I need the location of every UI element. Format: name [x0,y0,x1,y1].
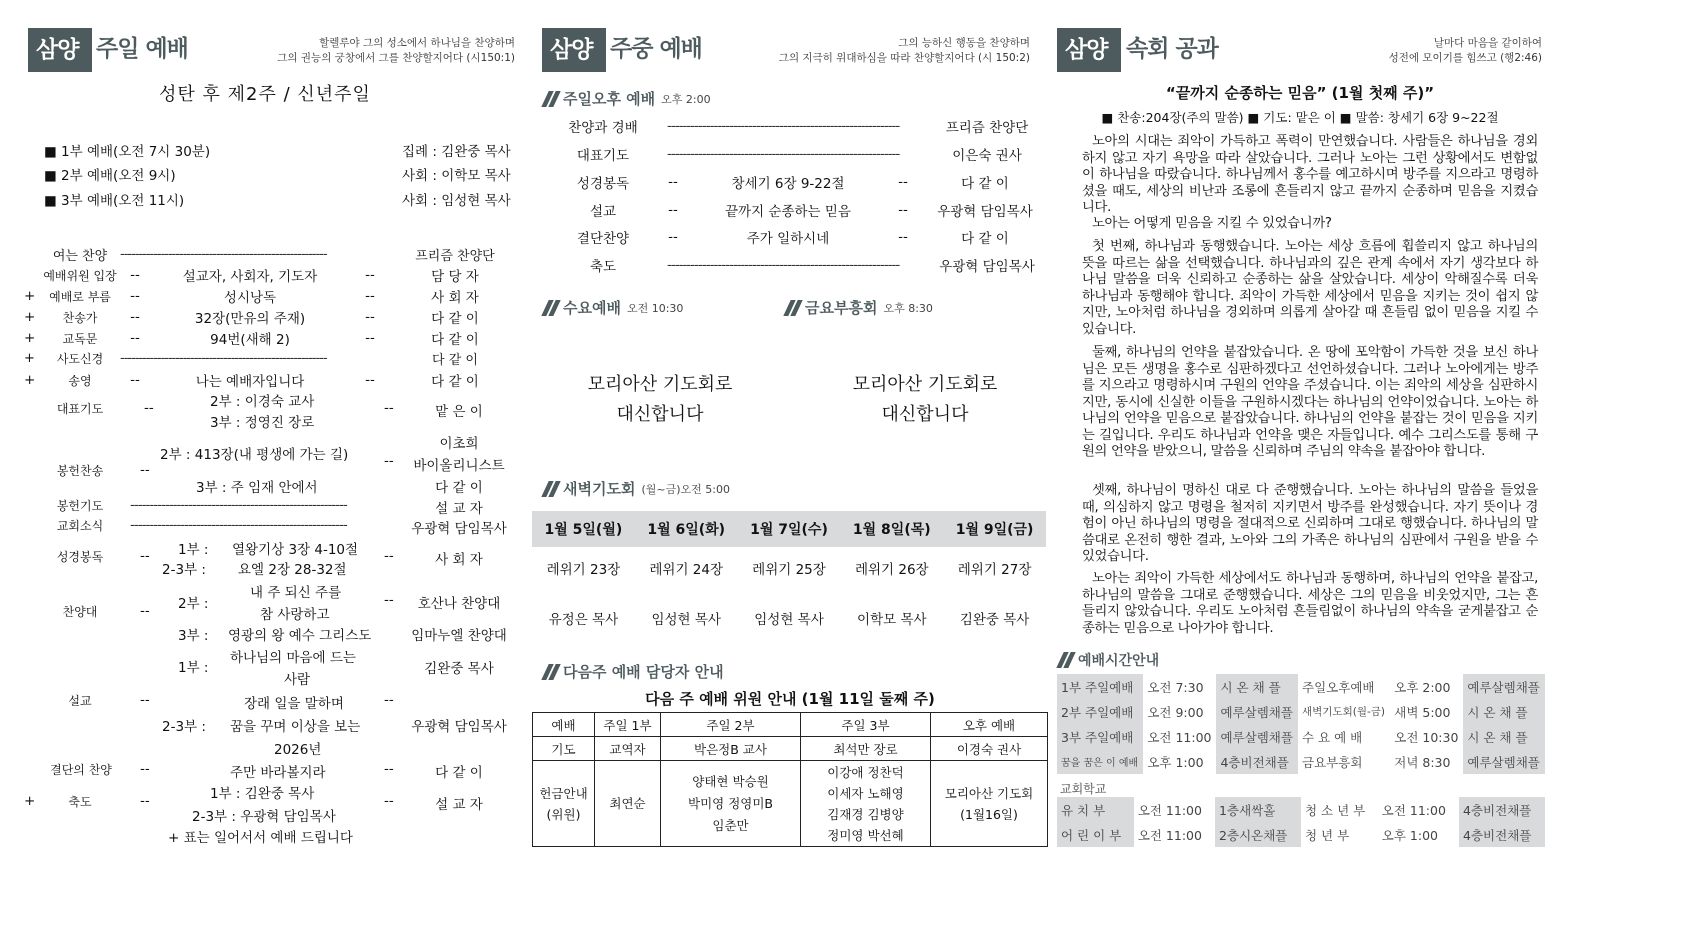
order-item: 교회소식 [56,519,104,533]
cell: 수 요 예 배 [1302,729,1363,745]
lesson-meta: ■ 찬송:204장(주의 말씀) ■ 기도: 맡은 이 ■ 말씀: 창세기 6장 9~22절 [1101,110,1499,125]
section-header [542,478,730,499]
next-usher-row [533,761,1048,847]
order-item: 대표기도 [576,148,630,164]
cell: 기도 [533,737,595,761]
cell: 1부 주일예배 [1057,674,1143,699]
order-item: 찬양대 [62,605,98,619]
leader-cell: 임성현 목사 [754,612,824,628]
cell: 어 린 이 부 [1057,822,1134,847]
order-row [555,144,1050,164]
section-header [542,661,724,682]
order-item: 예배로 부름 [49,289,111,304]
usher-name: 모리아산 기도회 [944,785,1034,801]
order-row [555,116,1050,136]
cell: 오전 9:00 [1147,704,1204,720]
order-content: 나는 예배자입니다 [195,374,305,390]
cell: 저녁 8:30 [1394,754,1451,770]
order-item: 교독문 [62,331,98,346]
cell: 꿈을 꿈은 이 예배 [1057,749,1143,774]
order-who: 프리즘 찬양단 [945,120,1029,136]
service-role: 사회 : 임성현 목사 [402,193,511,209]
section-header [542,88,711,109]
cell: 4층비전채플 [1459,797,1545,822]
verse-line: 할렐루야 그의 성소에서 하나님을 찬양하며 [319,37,515,49]
order-who: 호산나 찬양대 [417,596,501,612]
order-item: 성경봉독 [576,176,630,192]
order-who: 설 교 자 [435,501,483,517]
cell: 4층비전채플 [1459,822,1545,847]
cell: 3부 주일예배 [1057,724,1143,749]
day-cell: 1월 9일(금) [955,522,1034,538]
order-part: 3부 : [178,628,209,644]
order-row [24,245,524,264]
cell: 새벽기도회(월-금) [1302,706,1386,718]
notice-line: 대신합니다 [616,404,704,425]
verse [1340,36,1542,66]
order-item: 설교 [68,694,92,708]
order-row: 성경봉독 -- 창세기 6장 9-22절 -- 다 같 이 [555,172,1050,192]
notice-line: 모리아산 기도회로 [587,374,733,395]
stand-mark: + [24,309,36,325]
times-row [1057,822,1545,847]
section-header [1057,650,1159,670]
service-name: ■ 1부 예배(오전 7시 30분) [44,144,211,160]
order-item: 축도 [589,259,617,275]
text-cell: 레위기 25장 [752,562,826,578]
order-content: 3부 : 정영진 장로 [210,415,315,431]
slash-icon [542,664,560,680]
dash-line: ------------------------------------------------------------ [667,118,900,134]
cell: 청 소 년 부 [1304,802,1366,818]
order-who: 우광혁 담임목사 [411,719,507,735]
stand-mark: + [24,288,36,304]
col-header: 주일 2부 [661,713,801,737]
order-content: 2부 : 413장(내 평생에 가는 길) [160,447,349,463]
fri-notice [810,370,1040,430]
order-part: 2부 : [178,596,209,612]
service-role: 집례 : 김완중 목사 [402,144,511,160]
slash-icon [784,300,802,316]
usher-name: (1월16일) [960,806,1018,822]
order-part: 2-3부 : [162,562,206,578]
dash-line: -------------------------------------------------------- [120,247,327,262]
order-who: 사 회 자 [435,552,483,568]
cell: 예루살렘채플 [1216,724,1298,749]
cell: 이경숙 권사 [931,737,1048,761]
order-content: 32장(만유의 주재) [194,311,306,327]
order-who: 다 같 이 [961,231,1009,247]
order-content: 주만 바라볼지라 [230,765,326,781]
cell: 예루살렘채플 [1463,674,1545,699]
stand-mark: + [24,372,36,388]
dawn-leaders [532,589,1046,647]
order-item: 봉헌기도 [56,499,104,513]
school-head: 교회학교 [1060,782,1107,796]
verse-line: 그의 지극히 위대하심을 따라 찬양할지어다 (시 150:2) [778,52,1030,64]
dawn-texts [532,547,1046,589]
order-who: 사 회 자 [431,290,479,306]
text-cell: 레위기 24장 [649,562,724,578]
cell: 예루살렘채플 [1463,749,1545,774]
cell [661,761,801,847]
cell: 오전 11:00 [1381,802,1446,818]
cell: 오후 1:00 [1381,827,1438,843]
lesson-paragraph: 노아는 죄악이 가득한 세상에서도 하나님과 동행하며, 하나님의 언약을 붙잡고, 하나님의 말씀을 그대로 준행했습니다. 세상은 그의 믿음을 비웃었지만, 그는 흔들리지 않았습니다. 우리도 노아처럼 흔들림없이 하나님의 약속을 굳게붙잡고 순종하는 믿음으로 나아가야 합니다. [1082,571,1538,636]
order-who: 설 교 자 [435,797,483,813]
times-row [1057,749,1545,774]
cell: 오전 11:00 [1137,802,1202,818]
order-item: 대표기도 [56,402,104,416]
order-row: 결단찬양 -- 주가 일하시네 -- 다 같 이 [555,227,1050,247]
usher-name: 이세자 노해영 [827,785,904,801]
stand-mark: + [24,793,36,809]
section-header-text: 새벽기도회 [563,480,636,498]
order-item: 찬송가 [62,310,98,325]
order-content: 장래 일을 말하며 [244,696,344,712]
section-header [784,297,933,318]
cell: 4층비전채플 [1216,749,1298,774]
order-who: 이초희 [439,436,479,452]
order-item: 결단의 찬양 [50,763,112,777]
usher-name: 이강애 정찬덕 [827,764,904,780]
order-content: 창세기 6장 9-22절 [731,176,845,192]
order-who: 다 같 이 [431,374,479,390]
dawn-days [532,511,1046,547]
stand-note: + 표는 일어서서 예배 드립니다 [168,830,353,846]
next-prayer-row [533,737,1048,761]
slash-icon [542,300,560,316]
times-row [1057,674,1545,699]
day-cell: 1월 7일(수) [750,522,828,538]
cell: 2부 주일예배 [1057,699,1143,724]
order-row [24,349,524,368]
text-cell: 레위기 27장 [957,562,1032,578]
cell [533,761,595,847]
next-table [532,712,1048,847]
col-header: 주일 1부 [595,713,661,737]
lesson-paragraph: 셋째, 하나님이 명하신 대로 다 준행했습니다. 노아는 하나님의 말씀을 들었을 때, 의심하지 않고 명령을 철저히 지키면서 방주를 완성했습니다. 자기 뜻이나 경험이 아닌 하나님의 명령을 절대적으로 신뢰하며 그대로 행했습니다. 하나님의 말씀대로 온전히 행한 결과, 노아와 그의 가족은 하나님의 심판에서 구원을 받을 수 있었습니다. [1082,483,1538,564]
leader-cell: 유정은 목사 [548,612,619,628]
next-header-row [533,713,1048,737]
order-who: 김완중 목사 [424,661,494,677]
cell: 오전 11:00 [1137,827,1202,843]
order-row: + 송영 -- 나는 예배자입니다 -- 다 같 이 [24,370,524,390]
section-header-text: 다음주 예배 담당자 안내 [563,663,724,681]
dash-line: -------------------------------------------------------- [130,517,347,533]
order-content: 3부 : 주 임재 안에서 [196,480,318,496]
leader-cell: 임성현 목사 [651,612,721,628]
stand-mark: + [24,330,36,346]
col-header: 오후 예배 [931,713,1048,737]
order-content: 하나님의 마음에 드는 [230,650,356,666]
section-time: 오후 8:30 [883,301,933,315]
lesson-paragraph: 둘째, 하나님의 언약을 붙잡았습니다. 온 땅에 포악함이 가득한 것을 보신 하나님은 모든 생명을 홍수로 심판하겠다고 선언하셨습니다. 그러나 노아에게는 방주를 지으라고 명령하시며 구원의 언약을 주셨습니다. 이는 죄악의 세상을 심판하시지만, 동시에 신실한 이들을 구원하시겠다는 하나님의 언약이었습니다. 노아는 하나님의 언약을 믿음으로 붙잡았습니다. 하나님의 언약을 붙잡는 것이 믿음을 지키는 길입니다. 우리도 하나님과 언약을 맺은 자들입니다. 예수 그리스도를 통해 구원의 언약을 받았으니, 말씀을 신뢰하며 주님의 약속을 붙잡아야 합니다. [1082,345,1538,459]
order-row: + 찬송가 -- 32장(만유의 주재) -- 다 같 이 [24,307,524,327]
cell: 교역자 [595,737,661,761]
verse-line: 그의 능하신 행동을 찬양하며 [898,37,1030,49]
usher-name: 임춘만 [712,817,749,833]
dash-line: -------------------------------------------------------- [130,497,347,513]
usher-name: 정미영 박선혜 [827,827,904,843]
order-who: 다 같 이 [435,765,483,781]
order-row: + 예배로 부름 -- 성시낭독 -- 사 회 자 [24,286,524,306]
order-content: 사람 [284,672,311,688]
cell: 박은정B 교사 [661,737,801,761]
order-who: 다 같 이 [435,480,483,496]
cell: 최연순 [595,761,661,847]
section-header [542,297,683,318]
section-title: 주일 예배 [96,36,188,62]
order-item: 송영 [68,373,92,388]
service-role: 사회 : 이학모 목사 [402,168,511,184]
lesson-paragraph: 노아의 시대는 죄악이 가득하고 폭력이 만연했습니다. 사람들은 하나님을 경외하지 않고 자기 욕망을 따라 살았습니다. 그러나 노아는 그런 상황에서도 변함없이 하나님을 따랐습니다. 하나님께서 홍수를 예고하시며 방주를 지으라고 명령하셨을 때도, 세상의 비난과 조롱에 흔들리지 않고 끝까지 순종하며 믿음을 지켰습니다. [1082,134,1538,215]
order-item: 봉헌찬송 [56,464,104,478]
notice-line: 대신합니다 [881,404,969,425]
text-cell: 레위기 26장 [854,562,929,578]
times-row [1057,699,1545,724]
section-header-text: 금요부흥회 [805,299,878,317]
order-item: 성경봉독 [56,550,104,564]
cell [801,761,931,847]
cell: 1층새싹홀 [1215,797,1301,822]
day-cell: 1월 5일(월) [544,522,623,538]
cell: 오전 7:30 [1147,679,1204,695]
order-who: 담 당 자 [431,269,479,285]
cell: 새벽 5:00 [1394,704,1451,720]
section-time: 오후 2:00 [661,92,711,106]
cell: 유 치 부 [1057,797,1134,822]
order-part: 2-3부 : [162,719,206,735]
order-content: 1부 : 김완중 목사 [210,786,315,802]
order-content: 참 사랑하고 [260,607,330,623]
order-content: 내 주 되신 주를 [250,585,342,601]
order-content: 영광의 왕 예수 그리스도 [228,628,372,644]
stand-mark: + [24,351,35,366]
usher-name: 양태현 박승원 [692,773,769,789]
logo-samyang: 삼양 [542,28,606,72]
usher-label: (위원) [546,806,581,822]
section-title: 주중 예배 [610,36,702,62]
order-content: 2부 : 이경숙 교사 [210,394,315,410]
order-who: 다 같 이 [432,353,478,368]
verse [240,36,515,66]
cell: 주일오후예배 [1302,679,1375,695]
order-who: 우광혁 담임목사 [937,204,1033,220]
lesson-paragraph: 노아는 어떻게 믿음을 지킬 수 있었습니까? [1092,216,1332,231]
order-part: 1부 : [178,660,209,676]
section-title: 속회 공과 [1126,36,1218,62]
order-content: 요엘 2장 28-32절 [238,562,347,578]
order-item: 결단찬양 [576,231,630,247]
order-who: 이은숙 권사 [952,148,1022,164]
dash-line: ------------------------------------------------------------ [667,146,900,162]
service-name: ■ 3부 예배(오전 11시) [44,193,185,209]
order-content: 성시낭독 [223,290,277,306]
leader-cell: 이학모 목사 [857,612,927,628]
school-times-table [1057,797,1545,847]
slash-icon [542,91,560,107]
col-header: 예배 [533,713,595,737]
cell: 오후 2:00 [1394,679,1451,695]
order-who: 임마누엘 찬양대 [411,628,507,644]
verse [760,36,1030,66]
text-cell: 레위기 23장 [546,562,621,578]
order-content: 94번(새해 2) [210,332,290,348]
logo-samyang: 삼양 [28,28,92,72]
order-item: 여는 찬양 [52,249,108,264]
next-title: 다음 주 예배 위원 안내 (1월 11일 둘째 주) [645,690,935,708]
order-who: 다 같 이 [431,332,479,348]
order-who: 맡 은 이 [435,404,483,420]
order-item: 찬양과 경배 [568,120,638,136]
order-who: 다 같 이 [431,311,479,327]
section-time: (월~금)오전 5:00 [641,482,730,496]
notice-line: 모리아산 기도회로 [852,374,998,395]
cell: 최석만 장로 [801,737,931,761]
usher-name: 박미영 정영미B [688,795,773,811]
order-item: 설교 [589,204,617,220]
section-header-text: 수요예배 [563,299,621,317]
order-content: 2026년 [274,742,322,758]
leader-cell: 김완중 목사 [959,612,1030,628]
order-who: 바이올리니스트 [413,458,505,474]
day-cell: 1월 8일(목) [852,522,931,538]
logo-samyang: 삼양 [1057,28,1121,72]
day-cell: 1월 6일(화) [647,522,726,538]
dash-line: ------------------------------------------------------------ [667,257,900,273]
service-name: ■ 2부 예배(오전 9시) [44,168,176,184]
dawn-table [532,511,1046,647]
order-part: 1부 : [178,542,209,558]
cell: 오전 10:30 [1394,729,1459,745]
order-content: 끝까지 순종하는 믿음 [725,204,851,220]
order-content: 꿈을 꾸며 이상을 보는 [230,719,361,735]
dash-line: -------------------------------------------------------- [120,351,327,366]
order-who: 프리즘 찬양단 [415,249,495,264]
verse-line: 날마다 마음을 같이하여 [1433,37,1542,49]
times-row [1057,724,1545,749]
cell: 2층시온채플 [1215,822,1301,847]
order-who: 우광혁 담임목사 [939,259,1035,275]
order-content: 열왕기상 3장 4-10절 [232,542,359,558]
order-item: 사도신경 [56,352,104,366]
usher-label: 헌금안내 [539,785,588,801]
section-header-text: 주일오후 예배 [563,90,656,108]
lesson-title: “끝까지 순종하는 믿음” (1월 첫째 주)” [1165,84,1435,102]
cell: 예루살렘채플 [1216,699,1298,724]
cell: 시 온 채 플 [1216,674,1298,699]
order-item: 축도 [68,795,92,809]
section-header-text: 예배시간안내 [1078,653,1160,669]
order-content: 2-3부 : 우광혁 담임목사 [192,809,336,825]
slash-icon [542,481,560,497]
section-time: 오전 10:30 [626,301,684,315]
cell: 시 온 채 플 [1463,699,1545,724]
cell: 청 년 부 [1304,827,1350,843]
order-row: 예배위원 입장 -- 설교자, 사회자, 기도자 -- 담 당 자 [24,265,524,285]
cell: 금요부흥회 [1302,754,1363,770]
order-who: 우광혁 담임목사 [411,521,507,537]
wed-notice [545,370,775,430]
lesson-paragraph: 첫 번째, 하나님과 동행했습니다. 노아는 세상 흐름에 휩쓸리지 않고 하나님의 뜻을 따르는 삶을 선택했습니다. 하나님과의 깊은 관계 속에서 자기 생각보다 하나님 말씀을 더욱 신뢰하고 순종하는 삶을 살았습니다. 세상이 악해질수록 더욱 하나님과 동행해야 합니다. 죄악이 가득한 세상에서 믿음을 지키는 것이 쉽지 않지만, 노아처럼 하나님을 경외하며 의롭게 살아갈 때 흔들림 없이 믿음을 지킬 수 있습니다. [1082,239,1538,337]
order-item: 예배위원 입장 [43,268,117,283]
slash-icon [1057,652,1075,668]
order-row: 설교 -- 끝까지 순종하는 믿음 -- 우광혁 담임목사 [555,200,1050,220]
order-row: + 교독문 -- 94번(새해 2) -- 다 같 이 [24,328,524,348]
usher-name: 김재경 김병양 [827,806,904,822]
order-content: 설교자, 사회자, 기도자 [182,269,318,285]
service-times-table [1057,674,1545,774]
order-who: 다 같 이 [961,176,1009,192]
col-header: 주일 3부 [801,713,931,737]
cell [931,761,1048,847]
verse-line: 그의 권능의 궁창에서 그를 찬양할지어다 (시150:1) [277,52,515,64]
cell: 오후 1:00 [1147,754,1204,770]
order-content: 주가 일하시네 [746,231,830,247]
times-row [1057,797,1545,822]
verse-line: 성전에 모이기를 힘쓰고 (행2:46) [1388,52,1542,64]
cell: 오전 11:00 [1147,729,1212,745]
page-title: 성탄 후 제2주 / 신년주일 [159,84,371,105]
order-row [555,255,1050,275]
cell: 시 온 채 플 [1463,724,1545,749]
